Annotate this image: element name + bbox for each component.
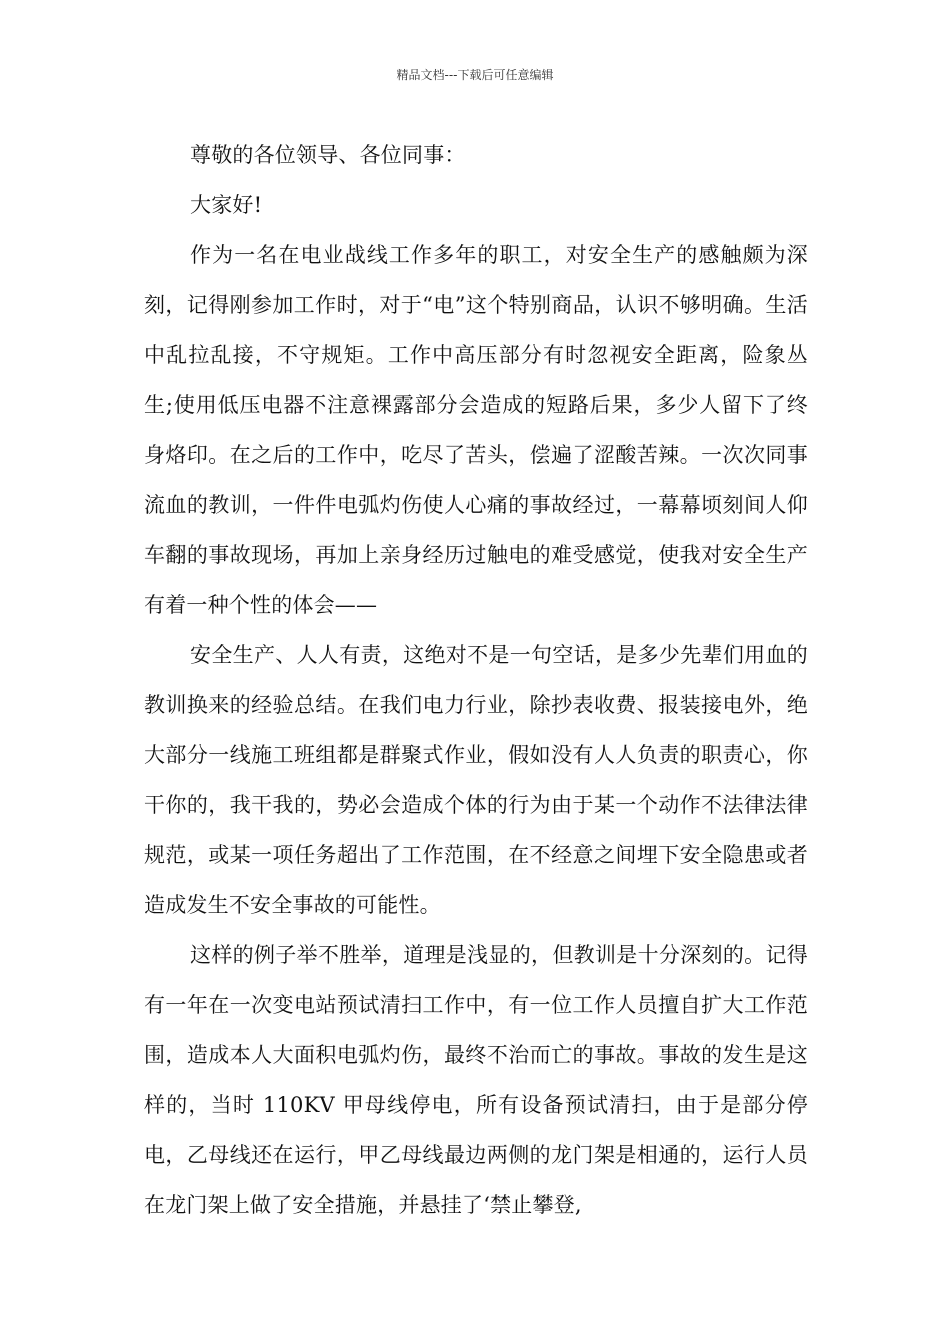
- paragraph-3: 这样的例子举不胜举，道理是浅显的，但教训是十分深刻的。记得有一年在一次变电站预试清扫工作中，有一位工作人员擅自扩大工作范围，造成本人大面积电弧灼伤，最终不治而亡的事故。事故的发生是这样的，当时 110KV 甲母线停电，所有设备预试清扫，由于是部分停电，乙母线还在运行，甲乙母线最边两侧的龙门架是相通的，运行人员在龙门架上做了安全措施，并悬挂了‘禁止攀登,: [144, 943, 808, 1217]
- paragraph-2: 安全生产、人人有责，这绝对不是一句空话，是多少先辈们用血的教训换来的经验总结。在我们电力行业，除抄表收费、报装接电外，绝大部分一线施工班组都是群聚式作业，假如没有人人负责的职责心，你干你的，我干我的，势必会造成个体的行为由于某一个动作不法律法律规范，或某一项任务超出了工作范围，在不经意之间埋下安全隐患或者造成发生不安全事故的可能性。: [144, 643, 808, 917]
- document-body: [144, 130, 808, 1230]
- page-header: 精品文档---下载后可任意编辑: [396, 68, 554, 82]
- salutation: 尊敬的各位领导、各位同事：: [190, 143, 466, 167]
- paragraph-1: 作为一名在电业战线工作多年的职工，对安全生产的感触颇为深刻，记得刚参加工作时，对于“电”这个特别商品，认识不够明确。生活中乱拉乱接，不守规矩。工作中高压部分有时忽视安全距离，险象丛生;使用低压电器不注意裸露部分会造成的短路后果，多少人留下了终身烙印。在之后的工作中，吃尽了苦头，偿遍了涩酸苦辣。一次次同事流血的教训，一件件电弧灼伤使人心痛的事故经过，一幕幕顷刻间人仰车翻的事故现场，再加上亲身经历过触电的难受感觉，使我对安全生产有着一种个性的体会——: [144, 243, 808, 617]
- greeting: 大家好!: [190, 193, 263, 217]
